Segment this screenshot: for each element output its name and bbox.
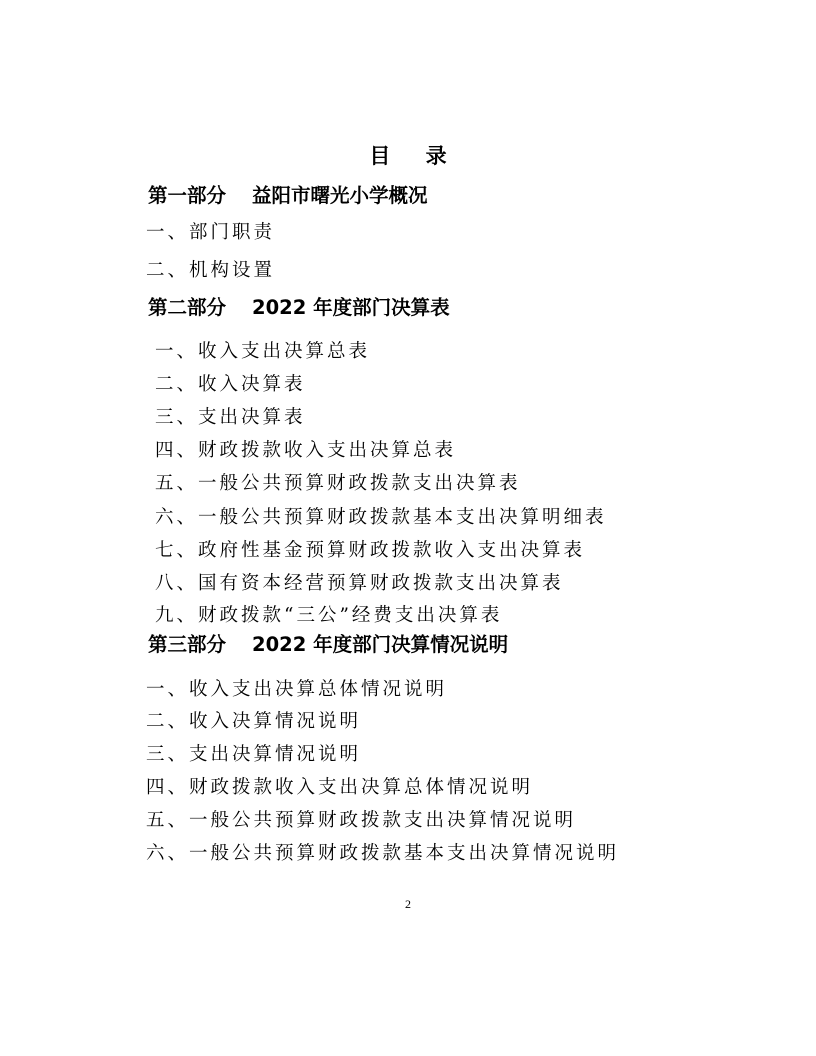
toc-item: 三、支出决算表 bbox=[155, 407, 306, 428]
toc-item: 五、一般公共预算财政拨款支出决算情况说明 bbox=[146, 810, 577, 831]
part-1-title: 益阳市曙光小学概况 bbox=[252, 184, 428, 207]
toc-item: 二、收入决算情况说明 bbox=[146, 711, 362, 732]
toc-item: 七、政府性基金预算财政拨款收入支出决算表 bbox=[155, 540, 586, 561]
toc-item: 九、财政拨款“三公”经费支出决算表 bbox=[155, 605, 503, 626]
toc-item: 六、一般公共预算财政拨款基本支出决算明细表 bbox=[155, 507, 607, 528]
part-2-heading bbox=[148, 292, 450, 320]
toc-item: 六、一般公共预算财政拨款基本支出决算情况说明 bbox=[146, 843, 620, 864]
toc-item: 一、部门职责 bbox=[146, 222, 276, 243]
part-3-title: 2022 年度部门决算情况说明 bbox=[252, 633, 509, 656]
toc-item: 二、机构设置 bbox=[146, 260, 276, 281]
part-2-label: 第二部分 bbox=[148, 296, 227, 319]
toc-item: 一、收入支出决算总体情况说明 bbox=[146, 679, 448, 700]
toc-item: 五、一般公共预算财政拨款支出决算表 bbox=[155, 473, 521, 494]
part-3-heading bbox=[148, 629, 508, 657]
part-1-label: 第一部分 bbox=[148, 184, 227, 207]
toc-item: 四、财政拨款收入支出决算总体情况说明 bbox=[146, 777, 534, 798]
part-3-label: 第三部分 bbox=[148, 633, 227, 656]
toc-item: 四、财政拨款收入支出决算总表 bbox=[155, 440, 457, 461]
part-2-title: 2022 年度部门决算表 bbox=[252, 296, 450, 319]
toc-item: 一、收入支出决算总表 bbox=[155, 341, 371, 362]
toc-item: 二、收入决算表 bbox=[155, 374, 306, 395]
toc-item: 三、支出决算情况说明 bbox=[146, 744, 362, 765]
page-number: 2 bbox=[405, 897, 411, 911]
part-1-heading bbox=[148, 180, 428, 208]
toc-title: 目 录 bbox=[369, 144, 461, 168]
toc-item: 八、国有资本经营预算财政拨款支出决算表 bbox=[155, 573, 564, 594]
